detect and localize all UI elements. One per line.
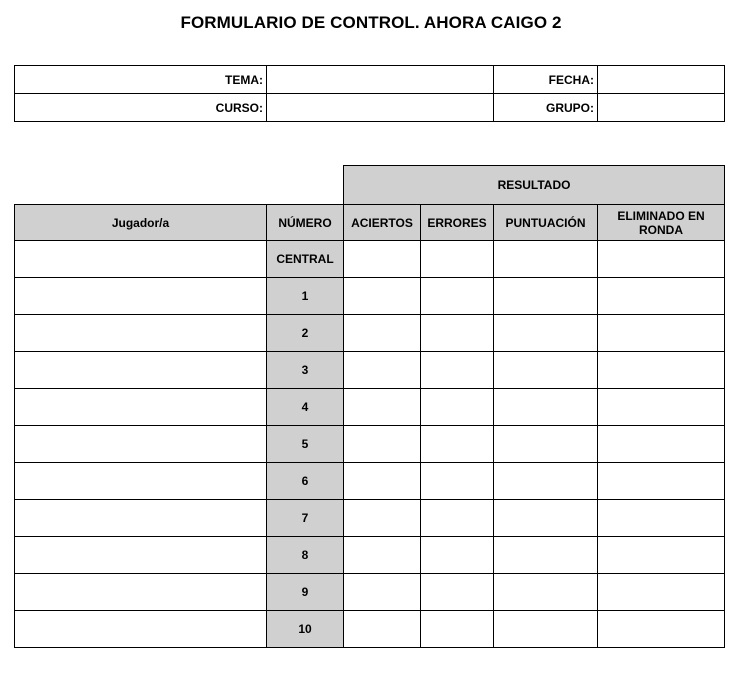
grupo-field[interactable] <box>598 94 725 122</box>
col-header-puntuacion: PUNTUACIÓN <box>494 205 598 241</box>
eliminado-cell[interactable] <box>598 611 725 648</box>
aciertos-cell[interactable] <box>344 574 421 611</box>
errores-cell[interactable] <box>421 426 494 463</box>
form-metadata-table <box>14 65 725 122</box>
player-number-cell: 6 <box>267 463 344 500</box>
aciertos-cell[interactable] <box>344 463 421 500</box>
col-header-eliminado: ELIMINADO EN RONDA <box>598 205 725 241</box>
tema-field[interactable] <box>267 66 494 94</box>
player-number-cell: 2 <box>267 315 344 352</box>
col-header-jugador: Jugador/a <box>15 205 267 241</box>
table-row <box>15 241 725 278</box>
resultado-header: RESULTADO <box>344 166 725 205</box>
eliminado-cell[interactable] <box>598 241 725 278</box>
results-table <box>14 165 725 648</box>
table-row <box>15 463 725 500</box>
fecha-label: FECHA: <box>494 66 598 94</box>
fecha-field[interactable] <box>598 66 725 94</box>
col-header-errores: ERRORES <box>421 205 494 241</box>
puntuacion-cell[interactable] <box>494 241 598 278</box>
player-name-cell[interactable] <box>15 500 267 537</box>
grupo-label: GRUPO: <box>494 94 598 122</box>
player-number-cell: 4 <box>267 389 344 426</box>
player-number-cell: 7 <box>267 500 344 537</box>
player-number-cell: 8 <box>267 537 344 574</box>
table-row <box>15 500 725 537</box>
puntuacion-cell[interactable] <box>494 426 598 463</box>
table-row <box>15 426 725 463</box>
col-header-numero: NÚMERO <box>267 205 344 241</box>
errores-cell[interactable] <box>421 315 494 352</box>
puntuacion-cell[interactable] <box>494 611 598 648</box>
errores-cell[interactable] <box>421 278 494 315</box>
puntuacion-cell[interactable] <box>494 352 598 389</box>
errores-cell[interactable] <box>421 241 494 278</box>
player-number-cell: 9 <box>267 574 344 611</box>
curso-field[interactable] <box>267 94 494 122</box>
col-header-aciertos: ACIERTOS <box>344 205 421 241</box>
player-number-cell: 1 <box>267 278 344 315</box>
eliminado-cell[interactable] <box>598 352 725 389</box>
aciertos-cell[interactable] <box>344 537 421 574</box>
aciertos-cell[interactable] <box>344 241 421 278</box>
aciertos-cell[interactable] <box>344 352 421 389</box>
table-row <box>15 611 725 648</box>
table-row <box>15 574 725 611</box>
player-number-cell: 10 <box>267 611 344 648</box>
player-name-cell[interactable] <box>15 611 267 648</box>
tema-label: TEMA: <box>15 66 267 94</box>
table-row <box>15 389 725 426</box>
form-title: FORMULARIO DE CONTROL. AHORA CAIGO 2 <box>180 13 562 32</box>
player-name-cell[interactable] <box>15 278 267 315</box>
errores-cell[interactable] <box>421 537 494 574</box>
eliminado-cell[interactable] <box>598 426 725 463</box>
aciertos-cell[interactable] <box>344 278 421 315</box>
errores-cell[interactable] <box>421 463 494 500</box>
puntuacion-cell[interactable] <box>494 278 598 315</box>
errores-cell[interactable] <box>421 352 494 389</box>
player-name-cell[interactable] <box>15 315 267 352</box>
table-row <box>15 278 725 315</box>
eliminado-cell[interactable] <box>598 278 725 315</box>
puntuacion-cell[interactable] <box>494 463 598 500</box>
eliminado-cell[interactable] <box>598 500 725 537</box>
player-name-cell[interactable] <box>15 389 267 426</box>
aciertos-cell[interactable] <box>344 389 421 426</box>
eliminado-cell[interactable] <box>598 537 725 574</box>
player-name-cell[interactable] <box>15 426 267 463</box>
aciertos-cell[interactable] <box>344 426 421 463</box>
aciertos-cell[interactable] <box>344 611 421 648</box>
curso-label: CURSO: <box>15 94 267 122</box>
table-row <box>15 537 725 574</box>
puntuacion-cell[interactable] <box>494 574 598 611</box>
puntuacion-cell[interactable] <box>494 500 598 537</box>
aciertos-cell[interactable] <box>344 315 421 352</box>
errores-cell[interactable] <box>421 574 494 611</box>
player-name-cell[interactable] <box>15 537 267 574</box>
errores-cell[interactable] <box>421 500 494 537</box>
player-name-cell[interactable] <box>15 574 267 611</box>
player-number-cell: CENTRAL <box>267 241 344 278</box>
player-name-cell[interactable] <box>15 352 267 389</box>
player-number-cell: 5 <box>267 426 344 463</box>
errores-cell[interactable] <box>421 611 494 648</box>
puntuacion-cell[interactable] <box>494 315 598 352</box>
player-name-cell[interactable] <box>15 463 267 500</box>
errores-cell[interactable] <box>421 389 494 426</box>
table-row <box>15 352 725 389</box>
table-corner-blank <box>15 166 344 205</box>
eliminado-cell[interactable] <box>598 463 725 500</box>
player-name-cell[interactable] <box>15 241 267 278</box>
eliminado-cell[interactable] <box>598 574 725 611</box>
eliminado-cell[interactable] <box>598 389 725 426</box>
puntuacion-cell[interactable] <box>494 389 598 426</box>
player-number-cell: 3 <box>267 352 344 389</box>
puntuacion-cell[interactable] <box>494 537 598 574</box>
aciertos-cell[interactable] <box>344 500 421 537</box>
eliminado-cell[interactable] <box>598 315 725 352</box>
table-row <box>15 315 725 352</box>
